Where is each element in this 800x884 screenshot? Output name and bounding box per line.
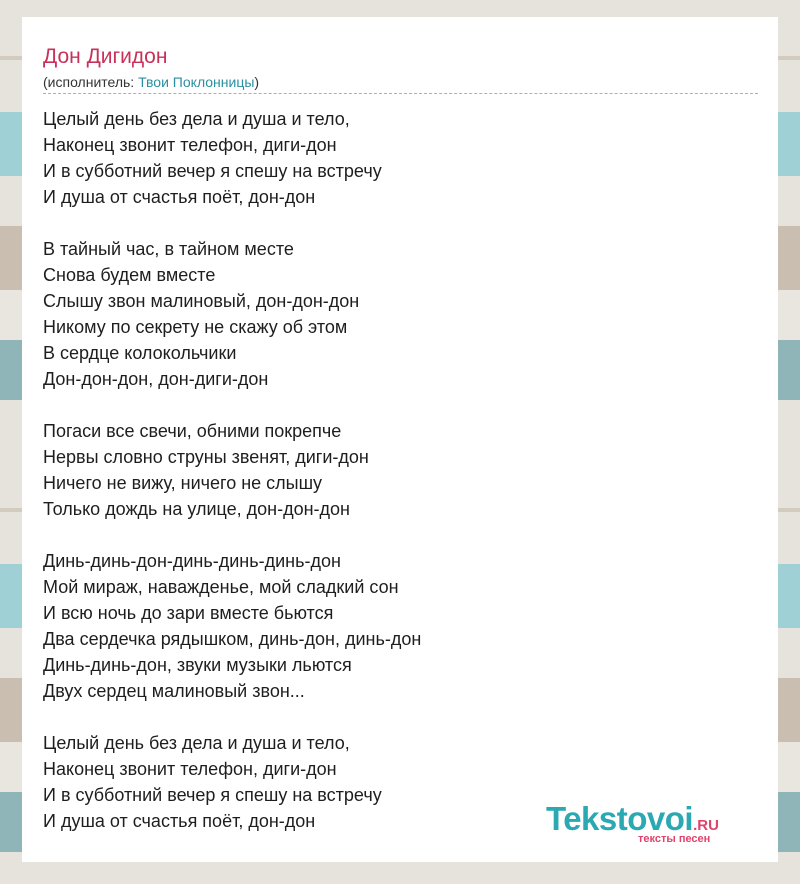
stanza-gap [43, 210, 758, 236]
lyric-line: Снова будем вместе [43, 265, 216, 285]
stanza-gap [43, 392, 758, 418]
stanza [43, 548, 758, 704]
lyrics-card [22, 17, 778, 862]
artist-prefix: (исполнитель: [43, 74, 139, 90]
lyric-line: Ничего не вижу, ничего не слышу [43, 473, 323, 493]
stanza [43, 418, 758, 522]
stanza [43, 236, 758, 392]
lyric-line: Двух сердец малиновый звон... [43, 681, 305, 701]
lyric-line: Мой мираж, наважденье, мой сладкий сон [43, 577, 399, 597]
lyric-line: И всю ночь до зари вместе бьются [43, 603, 334, 623]
logo-tld: .RU [693, 817, 719, 834]
lyric-line: В тайный час, в тайном месте [43, 239, 294, 259]
lyric-line: Дон-дон-дон, дон-диги-дон [43, 369, 269, 389]
lyric-line: И душа от счастья поёт, дон-дон [43, 811, 316, 831]
logo-tagline: тексты песен [638, 833, 711, 845]
artist-line [43, 74, 259, 90]
lyric-line: Никому по секрету не скажу об этом [43, 317, 348, 337]
stanza-gap [43, 704, 758, 730]
lyric-line: Динь-динь-дон, звуки музыки льются [43, 655, 352, 675]
logo-name: Tekstovoi [546, 800, 694, 837]
stanza [43, 106, 758, 210]
lyric-line: Погаси все свечи, обними покрепче [43, 421, 342, 441]
lyric-line: И в субботний вечер я спешу на встречу [43, 161, 382, 181]
site-logo [546, 800, 719, 845]
lyric-line: Два сердечка рядышком, динь-дон, динь-дон [43, 629, 422, 649]
artist-link[interactable]: Твои Поклонницы [138, 74, 255, 90]
lyric-line: И в субботний вечер я спешу на встречу [43, 785, 382, 805]
lyric-line: Целый день без дела и душа и тело, [43, 109, 350, 129]
lyric-line: Целый день без дела и душа и тело, [43, 733, 350, 753]
divider [43, 93, 758, 94]
lyric-line: Динь-динь-дон-динь-динь-динь-дон [43, 551, 341, 571]
artist-suffix: ) [254, 74, 260, 90]
stanza-gap [43, 522, 758, 548]
lyric-line: Наконец звонит телефон, диги-дон [43, 759, 337, 779]
lyrics-body [43, 106, 758, 834]
lyric-line: В сердце колокольчики [43, 343, 237, 363]
song-title: Дон Дигидон [43, 45, 168, 68]
lyric-line: Нервы словно струны звенят, диги-дон [43, 447, 369, 467]
lyric-line: Наконец звонит телефон, диги-дон [43, 135, 337, 155]
lyric-line: И душа от счастья поёт, дон-дон [43, 187, 316, 207]
lyric-line: Только дождь на улице, дон-дон-дон [43, 499, 350, 519]
lyric-line: Слышу звон малиновый, дон-дон-дон [43, 291, 360, 311]
